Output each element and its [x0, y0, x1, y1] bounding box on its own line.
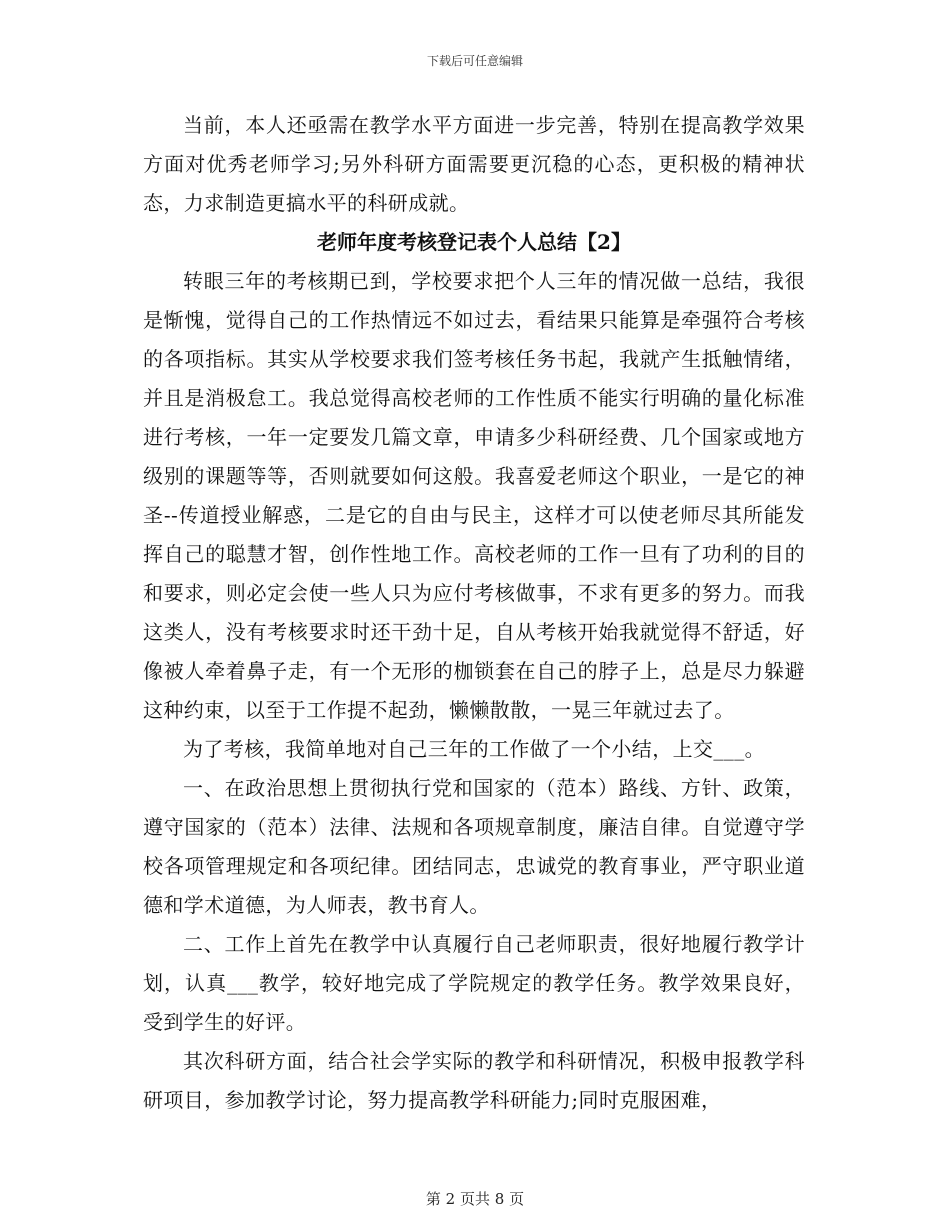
section-title: 老师年度考核登记表个人总结【2】: [317, 230, 631, 254]
paragraph-6: 其次科研方面，结合社会学实际的教学和科研情况，积极申报教学科研项目，参加教学讨论，努力提高教学科研能力;同时克服困难，: [143, 1049, 805, 1112]
paragraph-5: 二、工作上首先在教学中认真履行自己老师职责，很好地履行教学计划，认真___教学，较好地完成了学院规定的教学任务。教学效果良好，受到学生的好评。: [143, 932, 805, 1034]
paragraph-1: 当前，本人还亟需在教学水平方面进一步完善，特别在提高教学效果方面对优秀老师学习;另外科研方面需要更沉稳的心态，更积极的精神状态，力求制造更搞水平的科研成就。: [143, 113, 805, 215]
document-body: [143, 106, 805, 1120]
page-header: 下载后可任意编辑: [426, 54, 523, 68]
paragraph-3: 为了考核，我简单地对自己三年的工作做了一个小结，上交___。: [183, 737, 765, 761]
paragraph-2: 转眼三年的考核期已到，学校要求把个人三年的情况做一总结，我很是惭愧，觉得自己的工作热情远不如过去，看结果只能算是牵强符合考核的各项指标。其实从学校要求我们签考核任务书起，我就产生抵触情绪，并且是消极怠工。我总觉得高校老师的工作性质不能实行明确的量化标准进行考核，一年一定要发几篇文章，申请多少科研经费、几个国家或地方级别的课题等等，否则就要如何这般。我喜爱老师这个职业，一是它的神圣--传道授业解惑，二是它的自由与民主，这样才可以使老师尽其所能发挥自己的聪慧才智，创作性地工作。高校老师的工作一旦有了功利的目的和要求，则必定会使一些人只为应付考核做事，不求有更多的努力。而我这类人，没有考核要求时还干劲十足，自从考核开始我就觉得不舒适，好像被人牵着鼻子走，有一个无形的枷锁套在自己的脖子上，总是尽力躲避这种约束，以至于工作提不起劲，懒懒散散，一晃三年就过去了。: [143, 269, 805, 722]
page-footer: 第 2 页共 8 页: [425, 1190, 525, 1208]
paragraph-4: 一、在政治思想上贯彻执行党和国家的（范本）路线、方针、政策，遵守国家的（范本）法律、法规和各项规章制度，廉洁自律。自觉遵守学校各项管理规定和各项纪律。团结同志，忠诚党的教育事业，严守职业道德和学术道德，为人师表，教书育人。: [143, 776, 805, 917]
